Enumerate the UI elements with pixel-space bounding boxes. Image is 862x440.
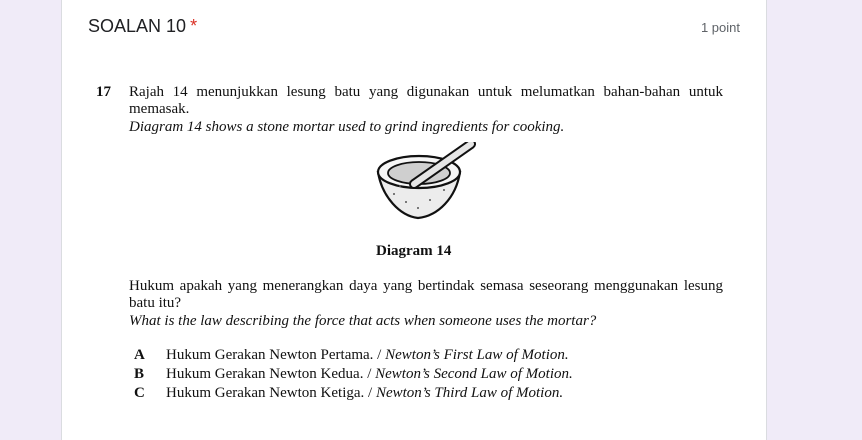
question-title — [88, 16, 197, 37]
option-letter: B — [134, 366, 145, 382]
question-card — [61, 0, 767, 440]
question-title-text: SOALAN 10 — [88, 16, 187, 36]
question-image — [88, 76, 736, 416]
option-english: Newton’s Third Law of Motion. — [375, 385, 564, 401]
stem-malay-line1: Rajah 14 menunjukkan lesung batu yang digunakan untuk melumatkan bahan-bahan untuk — [129, 84, 723, 100]
stem-malay-line2: memasak. — [129, 101, 190, 117]
question-english: What is the law describing the force that acts when someone uses the mortar? — [129, 313, 597, 329]
option-letter: A — [134, 347, 145, 363]
option-letter: C — [134, 385, 145, 401]
question-malay-line1: Hukum apakah yang menerangkan daya yang bertindak semasa seseorang menggunakan lesung — [129, 278, 723, 294]
option-english: Newton’s First Law of Motion. — [385, 347, 569, 363]
points-label: 1 point — [700, 20, 740, 35]
option-malay: Hukum Gerakan Newton Pertama. / — [166, 347, 386, 363]
question-number: 17 — [96, 84, 111, 100]
option-c — [134, 384, 573, 403]
option-b — [134, 365, 573, 384]
option-a — [134, 346, 573, 365]
diagram-caption: Diagram 14 — [376, 243, 452, 259]
option-malay: Hukum Gerakan Newton Ketiga. / — [166, 385, 376, 401]
mortar-pestle-illustration — [374, 142, 478, 242]
required-asterisk: * — [190, 16, 198, 36]
option-english: Newton’s Second Law of Motion. — [375, 366, 573, 382]
answer-options — [134, 346, 573, 403]
question-malay-line2: batu itu? — [129, 295, 182, 311]
stem-english: Diagram 14 shows a stone mortar used to grind ingredients for cooking. — [129, 119, 565, 135]
option-malay: Hukum Gerakan Newton Kedua. / — [166, 366, 376, 382]
